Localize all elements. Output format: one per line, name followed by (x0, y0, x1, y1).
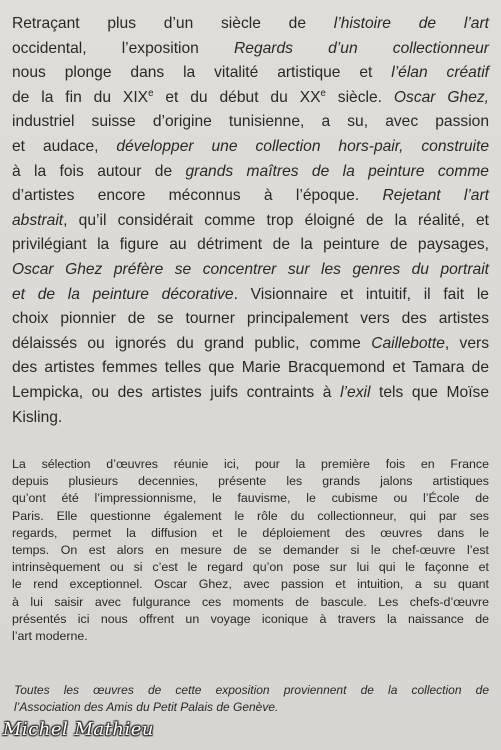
italic-text: abstrait (12, 211, 64, 229)
text-line (12, 356, 489, 381)
text-line (12, 406, 489, 431)
italic-text: Oscar Ghez préfère se concentrer sur les genres du portrait (12, 260, 489, 278)
text-segment: nous plonge dans la vitalité artistique et (12, 64, 392, 82)
text-line (12, 110, 489, 135)
text-segment: Paris. Elle questionne également le rôle du collectionneur, qui par ses (12, 508, 489, 523)
text-line (12, 12, 489, 37)
italic-text: l’histoire de l’art (333, 15, 489, 32)
text-segment: des artistes femmes telles que Marie Bracquemond et Tamara de (12, 359, 489, 377)
text-line (12, 209, 489, 234)
selection-paragraph (12, 456, 489, 645)
text-line (12, 61, 489, 86)
text-segment: temps. On est alors en mesure de se demander si le chef-œuvre l’est (12, 543, 489, 558)
text-line (12, 456, 489, 473)
text-segment: le rend exceptionnel. Oscar Ghez, avec passion et intuition, a su quant (12, 577, 489, 592)
text-segment: tels que Moïse (370, 383, 489, 401)
text-segment: intrinsèquement ou si c’est le regard qu’on pose sur lui qui le façonne et (12, 560, 489, 575)
text-line (14, 682, 489, 699)
text-segment: privilégiant la figure au détriment de la peinture de paysages, (12, 236, 489, 254)
text-segment: . Visionnaire et intuitif, il fait le (233, 285, 489, 303)
text-line (12, 490, 489, 507)
italic-text: Caillebotte (371, 334, 445, 352)
text-segment: occidental, l’exposition (12, 39, 235, 57)
text-segment: à la fois autour de (12, 162, 186, 180)
text-line (12, 86, 489, 111)
text-line (12, 37, 489, 62)
text-line (12, 135, 489, 160)
italic-text: développer une collection hors-pair, construite (116, 137, 489, 155)
text-segment: La sélection d’œuvres réunie ici, pour la première fois en France (12, 457, 489, 471)
italic-text: Oscar Ghez, (393, 88, 489, 106)
text-line (12, 525, 489, 542)
text-segment: siècle. (325, 88, 394, 106)
text-segment: regards, permet la diffusion et le déploiement des œuvres dans le (12, 525, 489, 540)
text-segment: Lempicka, ou des artistes juifs contraints à (12, 383, 341, 401)
text-line (12, 473, 489, 490)
text-segment: à lui saisir avec fulgurance ces moments de bascule. Les chefs-d’œuvre (12, 594, 489, 609)
text-segment: , qu’il considérait comme trop éloigné de la réalité, et (63, 211, 489, 229)
text-line (12, 283, 489, 308)
text-line (12, 576, 489, 593)
text-segment: choix pionnier de se tourner principalement vers des artistes (12, 310, 489, 328)
text-segment: qu’ont été l’impressionnisme, le fauvisme, le cubisme ou l’École de (12, 491, 489, 506)
text-segment: l’art moderne. (12, 629, 88, 644)
superscript-text: e (320, 87, 326, 99)
text-segment: présentés ici nous offrent un voyage iconique à travers la naissance de (12, 611, 489, 626)
text-segment: délaissés ou ignorés du grand public, comme (12, 334, 372, 352)
text-line (12, 258, 489, 283)
text-segment: et du début du XX (153, 88, 321, 106)
text-line (12, 594, 489, 611)
text-line (12, 508, 489, 525)
intro-paragraph (12, 12, 489, 430)
text-segment: d’artistes encore méconnus à l’époque. (12, 187, 383, 205)
text-line (12, 160, 489, 185)
text-segment: industriel suisse d’origine tunisienne, a su, avec passion (12, 113, 489, 131)
text-line (12, 381, 489, 406)
text-segment: Retraçant plus d’un siècle de (12, 15, 334, 32)
text-line (12, 628, 489, 645)
text-line (12, 611, 489, 628)
text-segment: Kisling. (12, 408, 63, 426)
text-line (12, 233, 489, 258)
footnote-paragraph (14, 682, 489, 716)
text-segment: de la fin du XIX (12, 88, 149, 106)
text-segment: Toutes les œuvres de cette exposition proviennent de la collection de (14, 683, 489, 697)
text-segment: et audace, (12, 137, 117, 155)
italic-text: l’élan créatif (391, 64, 489, 82)
italic-text: Rejetant l’art (382, 187, 490, 205)
superscript-text: e (148, 87, 154, 99)
photo-credit-watermark: Michel Mathieu (3, 719, 154, 740)
text-line (12, 559, 489, 576)
text-line (12, 542, 489, 559)
text-segment: l’Association des Amis du Petit Palais de Genève. (14, 700, 279, 714)
italic-text: et de la peinture décorative (12, 285, 234, 303)
text-segment: , vers (444, 334, 489, 352)
italic-text: l’exil (340, 383, 371, 401)
text-line (12, 307, 489, 332)
italic-text: grands maîtres de la peinture comme (185, 162, 489, 180)
text-segment: depuis plusieurs decennies, présente les grands jalons artistiques (12, 474, 489, 489)
italic-text: Regards d’un collectionneur (234, 39, 489, 57)
text-line (12, 332, 489, 357)
text-line (12, 184, 489, 209)
text-line (14, 699, 489, 716)
